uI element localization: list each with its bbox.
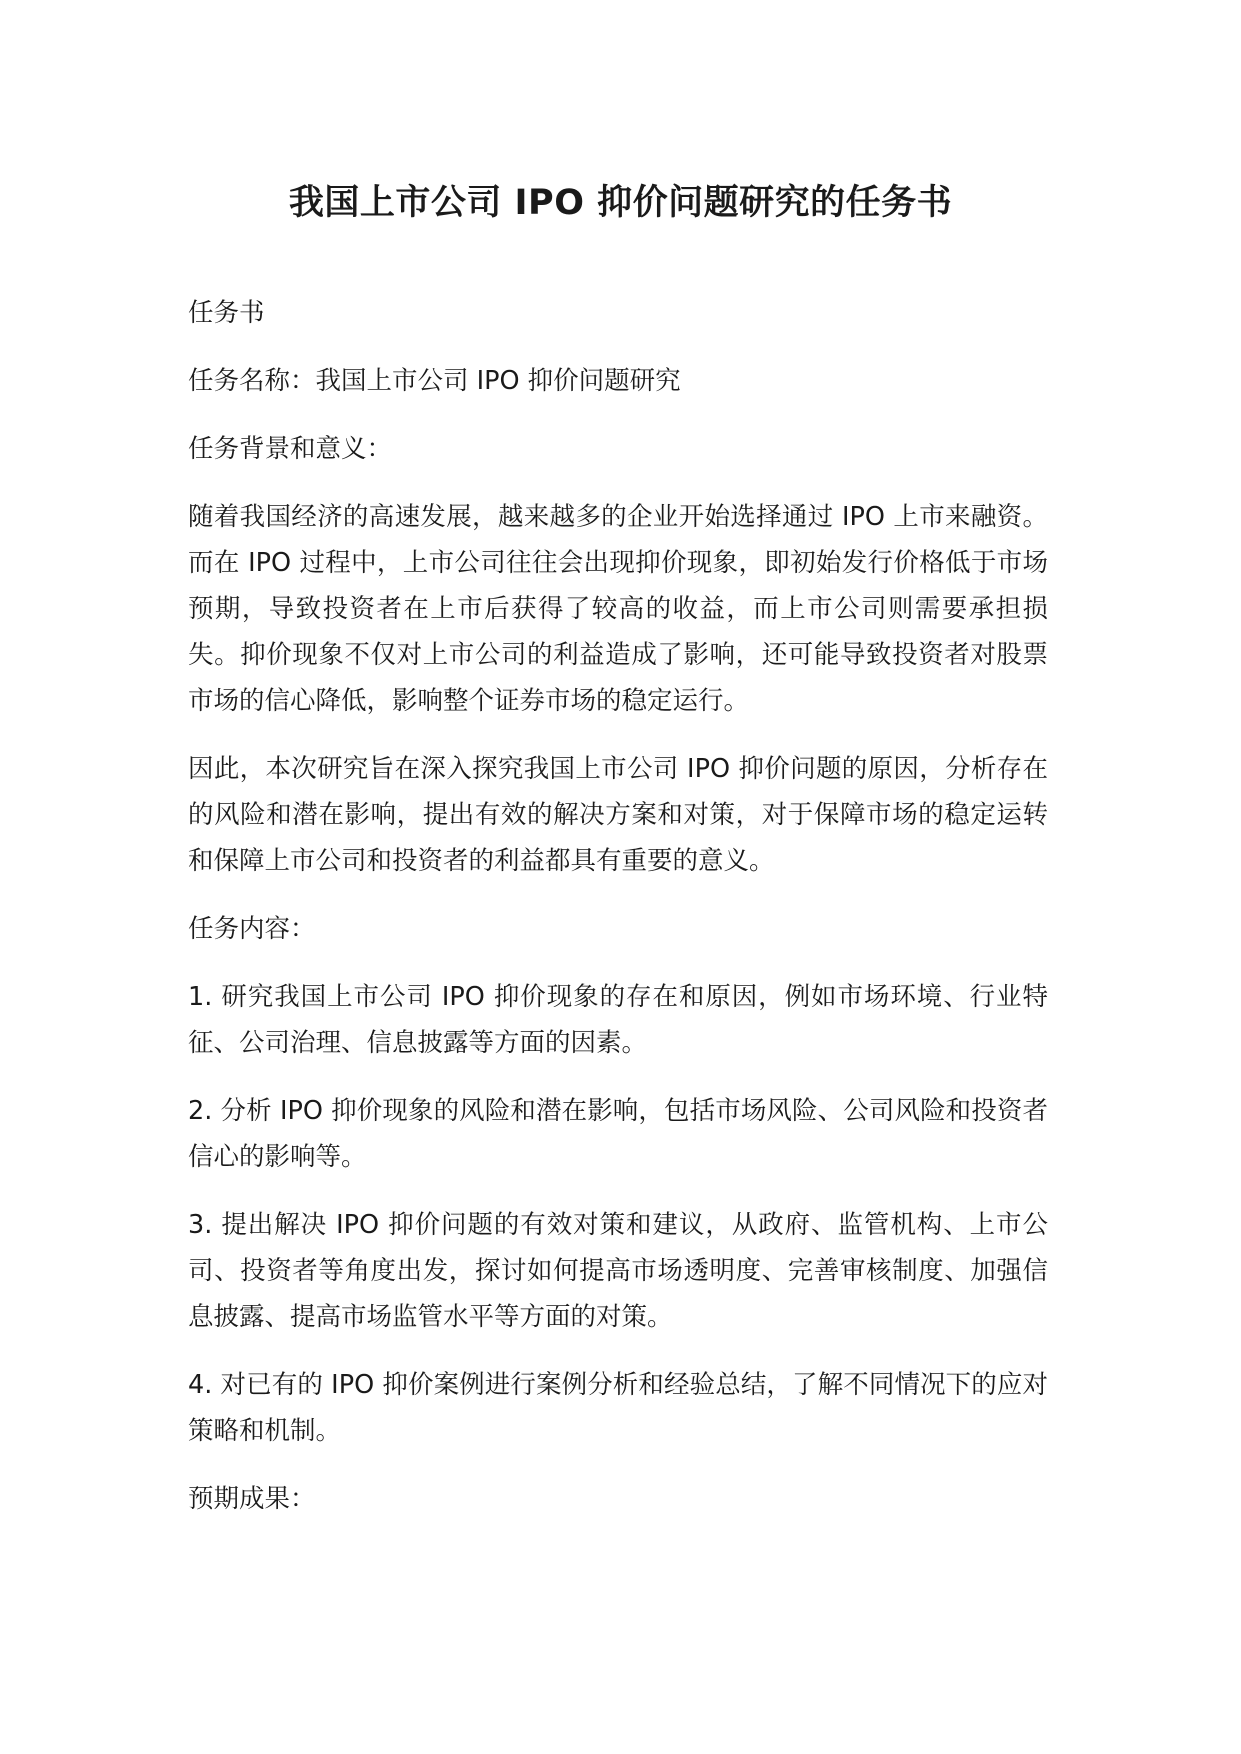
heading-task-book: 任务书 — [188, 298, 265, 328]
content-label: 任务内容： — [188, 914, 316, 944]
background-paragraph-2: 因此，本次研究旨在深入探究我国上市公司 IPO 抑价问题的原因，分析存在的风险和潜在影响，提出有效的解决方案和对策，对于保障市场的稳定运转和保障上市公司和投资者的利益都具有重要的意义。 — [188, 754, 1048, 876]
content-item-1: 1. 研究我国上市公司 IPO 抑价现象的存在和原因，例如市场环境、行业特征、公司治理、信息披露等方面的因素。 — [188, 982, 1048, 1058]
document-body — [188, 290, 1048, 1544]
content-item-4: 4. 对已有的 IPO 抑价案例进行案例分析和经验总结，了解不同情况下的应对策略和机制。 — [188, 1370, 1048, 1446]
background-label: 任务背景和意义： — [188, 434, 393, 464]
content-item-3: 3. 提出解决 IPO 抑价问题的有效对策和建议，从政府、监管机构、上市公司、投资者等角度出发，探讨如何提高市场透明度、完善审核制度、加强信息披露、提高市场监管水平等方面的对策。 — [188, 1210, 1048, 1332]
outcome-label: 预期成果： — [188, 1484, 316, 1514]
background-paragraph-1: 随着我国经济的高速发展，越来越多的企业开始选择通过 IPO 上市来融资。而在 IPO 过程中，上市公司往往会出现抑价现象，即初始发行价格低于市场预期，导致投资者在上市后获得了较高的收益，而上市公司则需要承担损失。抑价现象不仅对上市公司的利益造成了影响，还可能导致投资者对股票市场的信心降低，影响整个证券市场的稳定运行。 — [188, 502, 1048, 716]
task-name: 任务名称：我国上市公司 IPO 抑价问题研究 — [188, 366, 681, 396]
content-item-2: 2. 分析 IPO 抑价现象的风险和潜在影响，包括市场风险、公司风险和投资者信心的影响等。 — [188, 1096, 1048, 1172]
document-title: 我国上市公司 IPO 抑价问题研究的任务书 — [288, 183, 953, 223]
